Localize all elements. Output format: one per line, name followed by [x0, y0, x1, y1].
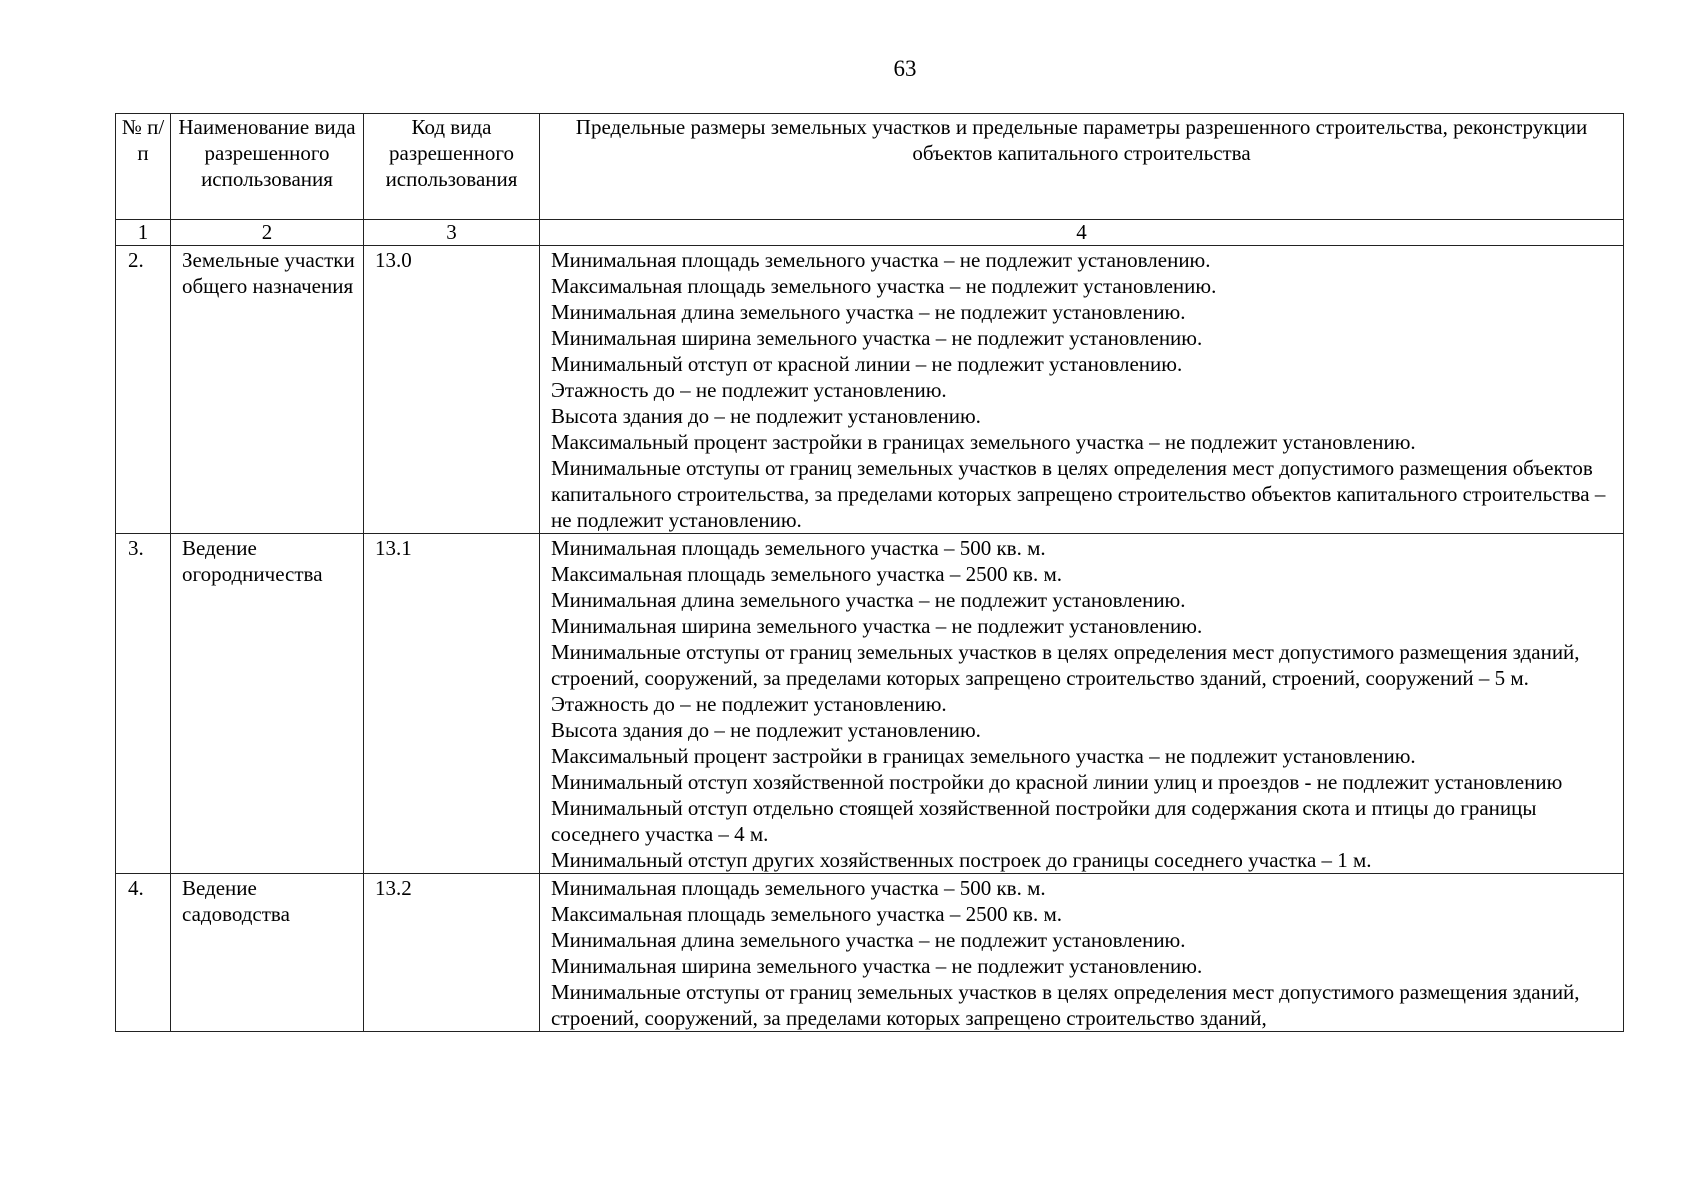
parameter-line: Минимальная ширина земельного участка – не подлежит установлению. [551, 614, 1203, 638]
parameter-line: Высота здания до – не подлежит установлению. [551, 404, 981, 428]
column-number: 1 [116, 220, 171, 246]
parameter-line: Минимальная ширина земельного участка – не подлежит установлению. [551, 954, 1203, 978]
header-use-name: Наименование вида разрешенного использования [171, 114, 364, 220]
page-number: 63 [893, 56, 917, 81]
parameter-line: Минимальный отступ от красной линии – не подлежит установлению. [551, 352, 1183, 376]
table-header-row [116, 114, 1624, 220]
parameter-line: Минимальная ширина земельного участка – не подлежит установлению. [551, 326, 1203, 350]
parameter-line: Минимальные отступы от границ земельных участков в целях определения мест допустимого размещения зданий, строений, сооружений, за пределами которых запрещено строительство зданий, строений, сооружений – 5 м. [551, 640, 1580, 690]
parameter-line: Минимальные отступы от границ земельных участков в целях определения мест допустимого размещения объектов капитального строительства, за пределами которых запрещено строительство объектов капитального строительства – не подлежит установлению. [551, 456, 1606, 532]
row-number: 2. [116, 246, 171, 534]
use-name: Ведение огородничества [171, 534, 364, 874]
parameter-line: Минимальная площадь земельного участка – 500 кв. м. [551, 876, 1046, 900]
parameters-cell [540, 534, 1624, 874]
table-row [116, 874, 1624, 1032]
row-number: 4. [116, 874, 171, 1032]
parameter-line: Максимальный процент застройки в границах земельного участка – не подлежит установлению. [551, 744, 1416, 768]
column-number-row [116, 220, 1624, 246]
column-number: 3 [364, 220, 540, 246]
parameter-line: Максимальная площадь земельного участка – 2500 кв. м. [551, 902, 1062, 926]
parameter-line: Максимальная площадь земельного участка – 2500 кв. м. [551, 562, 1062, 586]
parameter-line: Минимальная длина земельного участка – не подлежит установлению. [551, 300, 1186, 324]
parameter-line: Минимальная площадь земельного участка – не подлежит установлению. [551, 248, 1211, 272]
parameter-line: Минимальная длина земельного участка – не подлежит установлению. [551, 588, 1186, 612]
parameter-line: Минимальный отступ других хозяйственных построек до границы соседнего участка – 1 м. [551, 848, 1372, 872]
use-code: 13.0 [364, 246, 540, 534]
parameter-line: Максимальный процент застройки в границах земельного участка – не подлежит установлению. [551, 430, 1416, 454]
parameter-line: Высота здания до – не подлежит установлению. [551, 718, 981, 742]
parameter-line: Минимальные отступы от границ земельных участков в целях определения мест допустимого размещения зданий, строений, сооружений, за пределами которых запрещено строительство зданий, [551, 980, 1580, 1030]
parameters-table [115, 113, 1624, 1032]
parameters-cell [540, 246, 1624, 534]
table-row [116, 534, 1624, 874]
row-number: 3. [116, 534, 171, 874]
header-number: № п/п [116, 114, 171, 220]
use-name: Ведение садоводства [171, 874, 364, 1032]
use-code: 13.1 [364, 534, 540, 874]
column-number: 4 [540, 220, 1624, 246]
header-parameters: Предельные размеры земельных участков и предельные параметры разрешенного строительства, реконструкции объектов капитального строительства [540, 114, 1624, 220]
parameter-line: Максимальная площадь земельного участка – не подлежит установлению. [551, 274, 1217, 298]
column-number: 2 [171, 220, 364, 246]
use-name: Земельные участки общего назначения [171, 246, 364, 534]
parameters-cell [540, 874, 1624, 1032]
parameter-line: Минимальный отступ отдельно стоящей хозяйственной постройки для содержания скота и птицы до границы соседнего участка – 4 м. [551, 796, 1537, 846]
parameter-line: Этажность до – не подлежит установлению. [551, 378, 947, 402]
parameter-line: Минимальная длина земельного участка – не подлежит установлению. [551, 928, 1186, 952]
use-code: 13.2 [364, 874, 540, 1032]
parameter-line: Минимальный отступ хозяйственной постройки до красной линии улиц и проездов - не подлежит установлению [551, 770, 1563, 794]
parameter-line: Этажность до – не подлежит установлению. [551, 692, 947, 716]
header-use-code: Код вида разрешенного использования [364, 114, 540, 220]
parameter-line: Минимальная площадь земельного участка – 500 кв. м. [551, 536, 1046, 560]
table-row [116, 246, 1624, 534]
